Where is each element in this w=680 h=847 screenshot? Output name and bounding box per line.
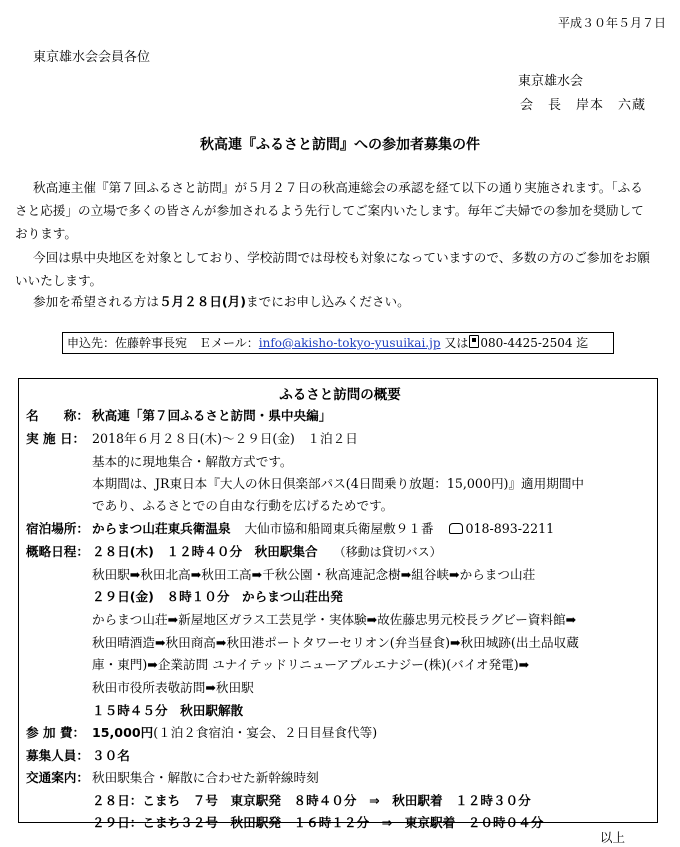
day1-route: 秋田駅➡秋田北高➡秋田工高➡千秋公園・秋高連記念樹➡組谷峡➡からまつ山荘 [92, 567, 536, 582]
body-paragraph-3: 参加を希望される方は５月２８日(月)までにお申し込みください。 [33, 294, 410, 309]
recipient: 東京雄水会会員各位 [33, 50, 151, 65]
outline-title: ふるさと訪問の概要 [279, 387, 401, 403]
day2-route-1: からまつ山荘➡新屋地区ガラス工芸見学・実体験➡故佐藤忠男元校長ラグビー資料館➡ [92, 612, 577, 627]
row-date: 実 施 日： 2018年６月２８日(木)〜２９日(金) １泊２日 [26, 431, 358, 446]
row-fee: 参 加 費： 15,000円(１泊２食宿泊・宴会、２日目昼食代等) [26, 725, 378, 740]
day2-route-3: 庫・東門)➡企業訪問 ユナイテッドリニューアブルエナジー(株)(バイオ発電)➡ [92, 657, 530, 672]
day2-route-2: 秋田晴酒造➡秋田商高➡秋田港ポートタワーセリオン(弁当昼食)➡秋田城跡(出土品収蔵 [92, 635, 579, 650]
deadline: ５月２８日(月) [158, 294, 247, 309]
closing: 以上 [600, 830, 626, 845]
body-paragraph-2: 今回は県中央地区を対象としており、学校訪問では母校も対象になっていますので、多数の方のご参加をお願いいたします。 [15, 250, 650, 288]
train-2: ２９日：こまち３２号 秋田駅発 １６時１２分 ⇒ 東京駅着 ２０時０４分 [92, 815, 544, 830]
day2-route-4: 秋田市役所表敬訪問➡秋田駅 [92, 680, 254, 695]
row-name: 名 称： 秋高連「第７回ふるさと訪問・県中央編」 [26, 408, 332, 423]
row-lodging: 宿泊場所： からまつ山荘東兵衛温泉 大仙市協和船岡東兵衛屋敷９１番 018-893-2211 [26, 521, 555, 536]
date-note-2: 本期間は、JR東日本『大人の休日倶楽部パス(4日間乗り放題：15,000円)』適用期間中 [92, 476, 585, 491]
document-date: 平成３０年５月７日 [557, 16, 666, 30]
row-capacity: 募集人員： ３０名 [26, 748, 130, 763]
telephone-icon [449, 523, 463, 534]
train-1: ２８日：こまち ７号 東京駅発 ８時４０分 ⇒ 秋田駅着 １２時３０分 [92, 793, 531, 808]
email-link[interactable]: info@akisho-tokyo-yusuikai.jp [258, 336, 441, 350]
row-schedule: 概略日程： ２８日(木) １２時４０分 秋田駅集合 （移動は貸切バス） [26, 544, 442, 559]
date-note-3: であり、ふるさとでの自由な行動を広げるためです。 [92, 498, 394, 513]
row-transport: 交通案内： 秋田駅集合・解散に合わせた新幹線時刻 [26, 770, 319, 785]
day2-head: ２９日(金) ８時１０分 からまつ山荘出発 [92, 589, 343, 604]
day2-end: １５時４５分 秋田駅解散 [92, 703, 244, 718]
body-paragraph-1: 秋高連主催『第７回ふるさと訪問』が５月２７日の秋高連総会の承認を経て以下の通り実施されます。「ふるさと応援」の立場で多くの皆さんが参加されるよう先行してご案内いたします。毎年ご夫婦での参加を奨励しております。 [15, 180, 644, 241]
mobile-phone-icon [469, 335, 479, 348]
sender-title: 会 長 岸本 六蔵 [520, 98, 647, 113]
date-note-1: 基本的に現地集合・解散方式です。 [92, 454, 293, 469]
document-title: 秋高連『ふるさと訪問』への参加者募集の件 [200, 137, 480, 153]
phone-number: 080-4425-2504 [480, 336, 573, 350]
contact-box: 申込先：佐藤幹事長宛 Ｅメール：info@akisho-tokyo-yusuikai.jp 又は 080-4425-2504 迄 [62, 332, 614, 354]
sender-org: 東京雄水会 [518, 74, 584, 89]
